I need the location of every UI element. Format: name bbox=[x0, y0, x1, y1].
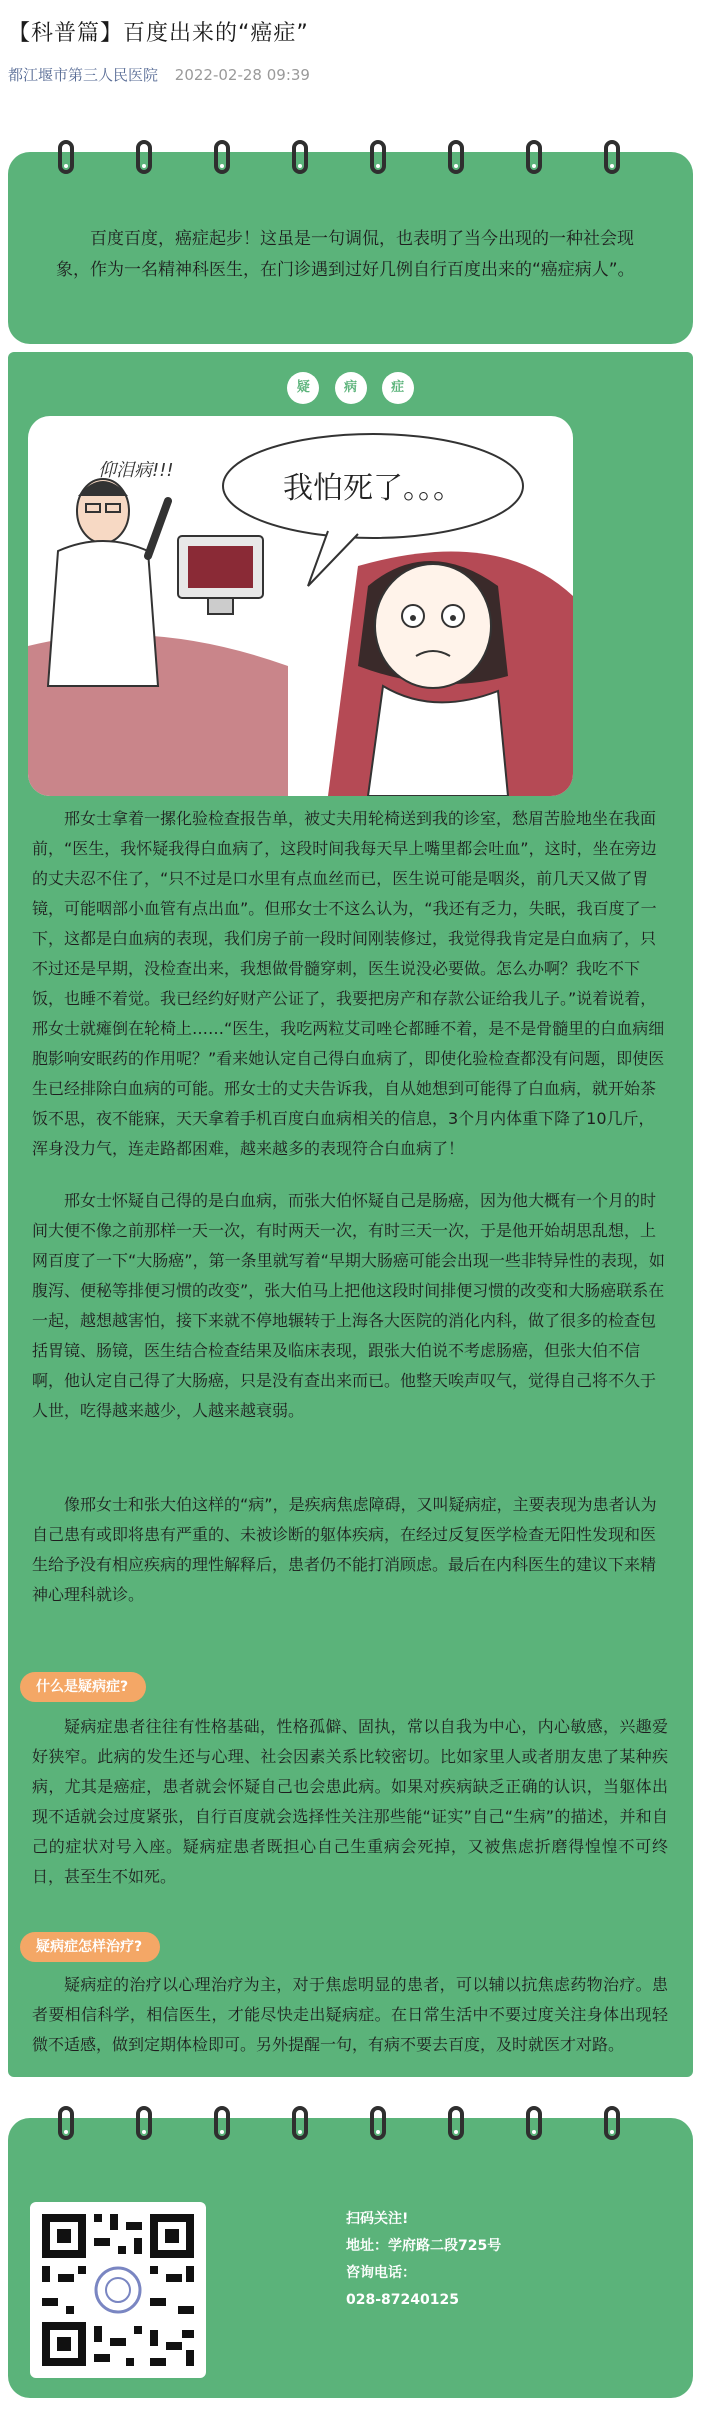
article-title: 【科普篇】百度出来的“癌症” bbox=[8, 21, 309, 46]
cartoon-illustration bbox=[28, 416, 573, 796]
patient-speech: 我怕死了。。。 bbox=[283, 471, 463, 506]
spiral-ring-icon bbox=[136, 2106, 152, 2140]
spiral-ring-icon bbox=[526, 140, 542, 174]
spiral-ring-icon bbox=[292, 2106, 308, 2140]
paragraph: 邢女士拿着一摞化验检查报告单，被丈夫用轮椅送到我的诊室，愁眉苦脸地坐在我面前，“医生，我怀疑我得白血病了，这段时间我每天早上嘴里都会吐血”，这时，坐在旁边的丈夫忍不住了，“只不过是口水里有点血丝而已，医生说可能是咽炎，前几天又做了胃镜，可能咽部小血管有点出血”。但邢女士不这么认为，“我还有乏力，失眠，我百度了一下，这都是白血病的表现，我们房子前一段时间刚装修过，我觉得我肯定是白血病了，只不过还是早期，没检查出来，我想做骨髓穿刺，医生说没必要做。怎么办啊？我吃不下饭，也睡不着觉。我已经约好财产公证了，我要把房产和存款公证给我儿子。”说着说着，邢女士就瘫倒在轮椅上……“医生，我吃两粒艾司唑仑都睡不着，是不是骨髓里的白血病细胞影响安眠药的作用呢？”看来她认定自己得白血病了，即使化验检查都没有问题，即使医生已经排除白血病的可能。邢女士的丈夫告诉我，自从她想到可能得了白血病，就开始茶饭不思，夜不能寐，天天拿着手机百度白血病相关的信息，3个月内体重下降了10几斤，浑身没力气，连走路都困难，越来越多的表现符合白血病了！ bbox=[32, 809, 665, 1158]
phone-label: 咨询电话： bbox=[346, 2265, 416, 2281]
tag-char: 病 bbox=[335, 372, 367, 404]
spiral-ring-icon bbox=[58, 140, 74, 174]
spiral-ring-icon bbox=[214, 2106, 230, 2140]
spiral-ring-icon bbox=[136, 140, 152, 174]
scan-label: 扫码关注! bbox=[346, 2211, 409, 2227]
doctor-speech: 仰泪病!!! bbox=[98, 460, 174, 481]
intro-card bbox=[8, 152, 693, 344]
spiral-ring-icon bbox=[526, 2106, 542, 2140]
doctor-figure bbox=[48, 479, 168, 686]
main-article-panel bbox=[8, 352, 693, 2077]
paragraph: 像邢女士和张大伯这样的“病”，是疾病焦虑障碍，又叫疑病症，主要表现为患者认为自己患有或即将患有严重的、未被诊断的躯体疾病，在经过反复医学检查无阳性发现和医生给予没有相应疾病的理性解释后，患者仍不能打消顾虑。最后在内科医生的建议下来精神心理科就诊。 bbox=[32, 1495, 657, 1604]
article-source-link[interactable]: 都江堰市第三人民医院 bbox=[8, 66, 159, 84]
qr-code[interactable] bbox=[30, 2202, 206, 2378]
section-heading-what: 什么是疑病症? bbox=[20, 1672, 146, 1702]
spiral-binding bbox=[8, 2106, 693, 2146]
topic-tag bbox=[8, 372, 693, 404]
phone-number[interactable]: 028-87240125 bbox=[346, 2292, 459, 2308]
monitor-figure bbox=[178, 536, 263, 614]
spiral-ring-icon bbox=[448, 2106, 464, 2140]
spiral-ring-icon bbox=[604, 2106, 620, 2140]
cartoon-svg bbox=[28, 416, 573, 796]
section-text-what: 疑病症患者往往有性格基础，性格孤僻、固执，常以自我为中心，内心敏感，兴趣爱好狭窄。此病的发生还与心理、社会因素关系比较密切。比如家里人或者朋友患了某种疾病，尤其是癌症，患者就会怀疑自己也会患此病。如果对疾病缺乏正确的认识，当躯体出现不适就会过度紧张，自行百度就会选择性关注那些能“证实”自己“生病”的描述，并和自己的症状对号入座。疑病症患者既担心自己生重病会死掉，又被焦虑折磨得惶惶不可终日，甚至生不如死。 bbox=[32, 1717, 668, 1886]
tag-char: 症 bbox=[382, 372, 414, 404]
article-datetime: 2022-02-28 09:39 bbox=[174, 66, 310, 84]
article-meta bbox=[8, 64, 310, 85]
address-line: 地址：学府路二段725号 bbox=[346, 2238, 502, 2254]
spiral-binding bbox=[8, 140, 693, 180]
section-text-treatment: 疑病症的治疗以心理治疗为主，对于焦虑明显的患者，可以辅以抗焦虑药物治疗。患者要相信科学，相信医生，才能尽快走出疑病症。在日常生活中不要过度关注身体出现轻微不适感，做到定期体检即可。另外提醒一句，有病不要去百度，及时就医才对路。 bbox=[32, 1975, 668, 2054]
spiral-ring-icon bbox=[370, 2106, 386, 2140]
footer-card bbox=[8, 2118, 693, 2398]
tag-char: 疑 bbox=[287, 372, 319, 404]
section-heading-treatment: 疑病症怎样治疗? bbox=[20, 1932, 160, 1962]
spiral-ring-icon bbox=[58, 2106, 74, 2140]
intro-text: 百度百度，癌症起步！这虽是一句调侃，也表明了当今出现的一种社会现象，作为一名精神科医生，在门诊遇到过好几例自行百度出来的“癌症病人”。 bbox=[56, 229, 635, 280]
spiral-ring-icon bbox=[370, 140, 386, 174]
contact-info bbox=[346, 2206, 501, 2314]
spiral-ring-icon bbox=[604, 140, 620, 174]
spiral-ring-icon bbox=[214, 140, 230, 174]
paragraph: 邢女士怀疑自己得的是白血病，而张大伯怀疑自己是肠癌，因为他大概有一个月的时间大便不像之前那样一天一次，有时两天一次，有时三天一次，于是他开始胡思乱想，上网百度了一下“大肠癌”，第一条里就写着“早期大肠癌可能会出现一些非特异性的表现，如腹泻、便秘等排便习惯的改变”，张大伯马上把他这段时间排便习惯的改变和大肠癌联系在一起，越想越害怕，接下来就不停地辗转于上海各大医院的消化内科，做了很多的检查包括胃镜、肠镜，医生结合检查结果及临床表现，跟张大伯说不考虑肠癌，但张大伯不信啊，他认定自己得了大肠癌，只是没有查出来而已。他整天唉声叹气，觉得自己将不久于人世，吃得越来越少，人越来越衰弱。 bbox=[32, 1191, 665, 1420]
spiral-ring-icon bbox=[448, 140, 464, 174]
spiral-ring-icon bbox=[292, 140, 308, 174]
qr-code-icon bbox=[30, 2202, 206, 2378]
